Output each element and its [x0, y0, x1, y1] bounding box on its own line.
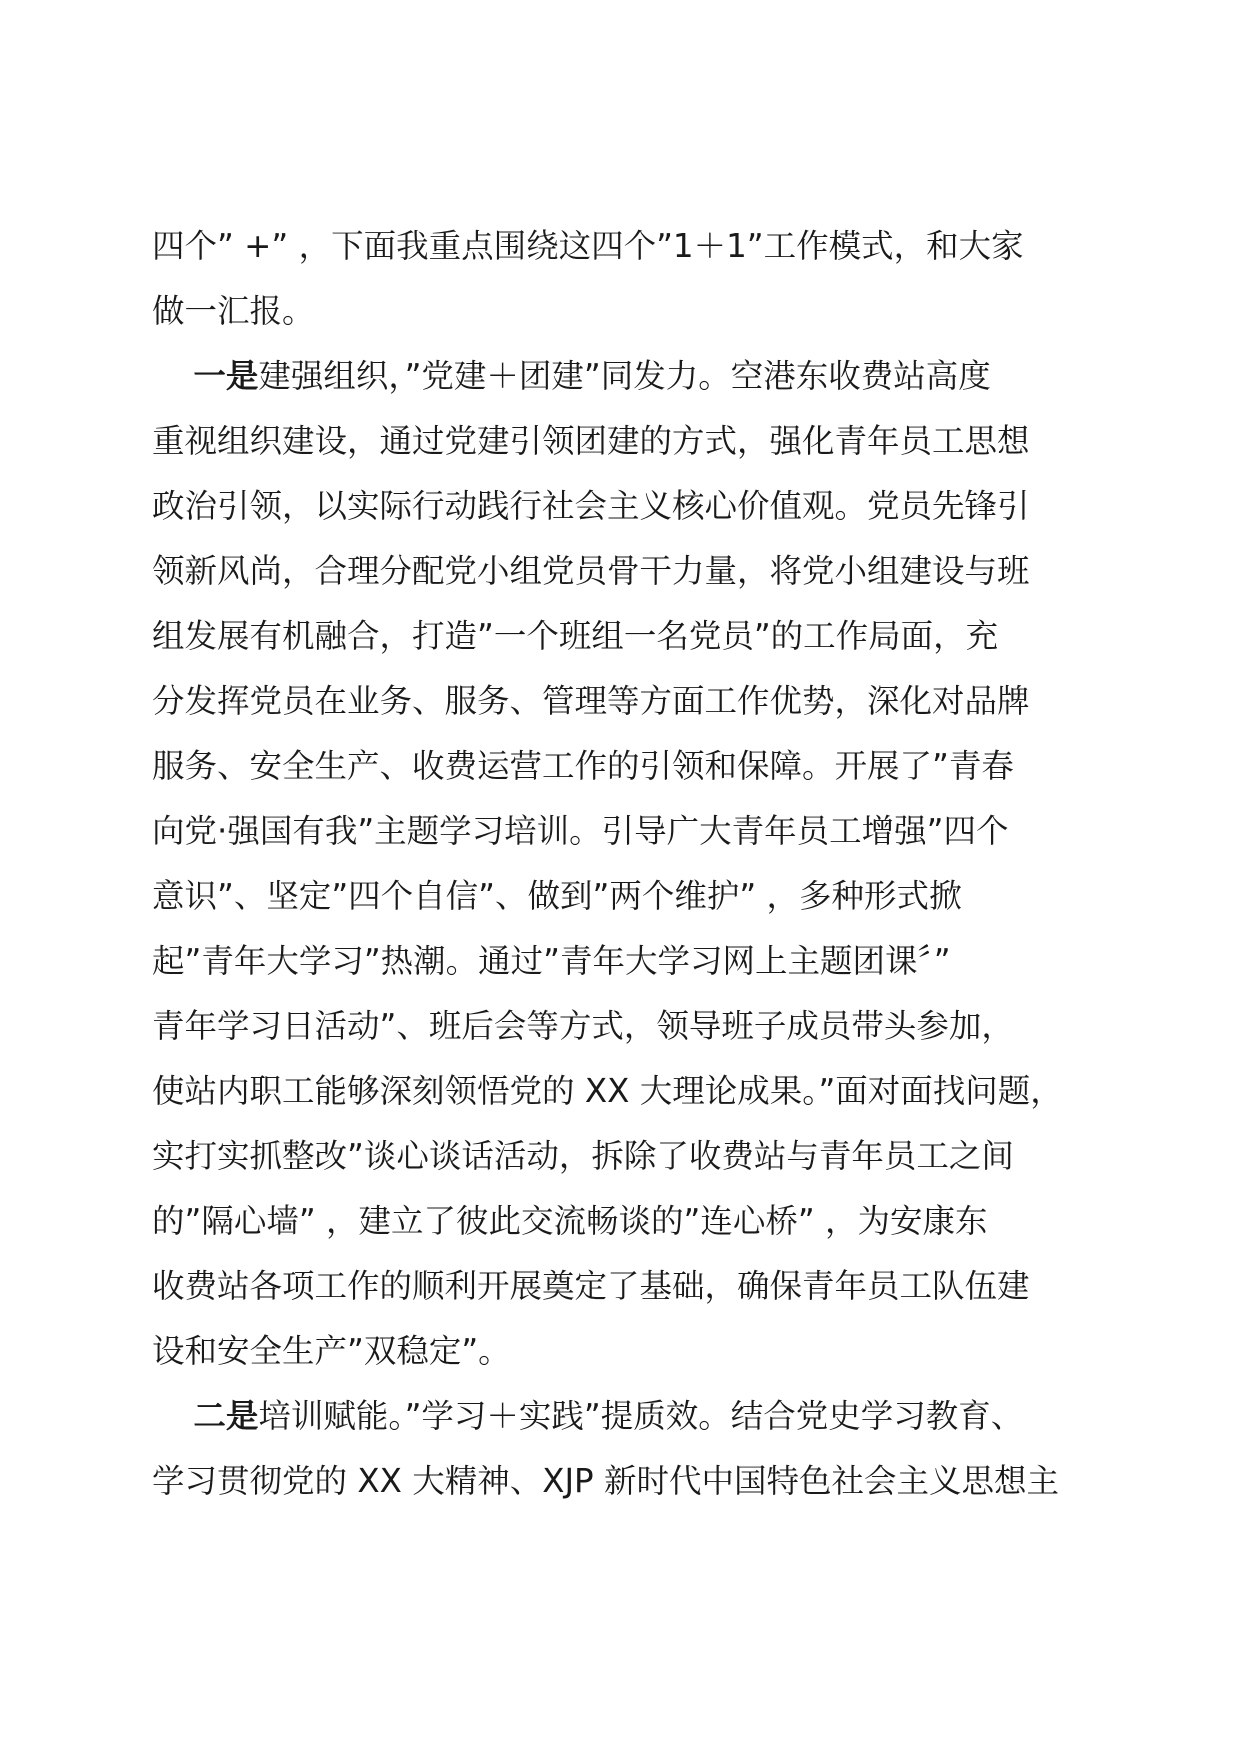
- text-line: 实打实抓整改”谈心谈话活动，拆除了收费站与青年员工之间: [152, 1137, 1014, 1175]
- text-line: 学习贯彻党的 XX 大精神、XJP 新时代中国特色社会主义思想主: [152, 1462, 1059, 1500]
- text-line: 的”隔心墙” ，建立了彼此交流畅谈的”连心桥” ，为安康东: [152, 1202, 988, 1240]
- paragraph-point-one: [152, 344, 1097, 1384]
- text-line: 使站内职工能够深刻领悟党的 XX 大理论成果。”面对面找问题，: [152, 1072, 1063, 1110]
- document-body: [152, 214, 1097, 1514]
- text-line: 意识”、坚定”四个自信”、做到”两个维护” ，多种形式掀: [152, 877, 962, 915]
- text-line: 分发挥党员在业务、服务、管理等方面工作优势，深化对品牌: [152, 682, 1030, 720]
- text-line: 做一汇报。: [152, 292, 315, 330]
- text-line: 起”青年大学习”热潮。通过”青年大学习网上主题团课〞”: [152, 942, 951, 980]
- line-text: 建强组织，”党建＋团建”同发力。空港东收费站高度: [258, 357, 991, 395]
- line-text: 培训赋能。”学习＋实践”提质效。结合党史学习教育、: [258, 1397, 1024, 1435]
- text-line: 重视组织建设，通过党建引领团建的方式，强化青年员工思想: [152, 422, 1030, 460]
- text-line: 四个” +” ，下面我重点围绕这四个”1＋1”工作模式，和大家: [152, 227, 1024, 265]
- paragraph-lead: 一是: [193, 357, 259, 395]
- text-line: 组发展有机融合，打造”一个班组一名党员”的工作局面，充: [152, 617, 999, 655]
- text-line: 领新风尚，合理分配党小组党员骨干力量，将党小组建设与班: [152, 552, 1030, 590]
- paragraph-point-two: [152, 1384, 1097, 1514]
- text-line: 收费站各项工作的顺利开展奠定了基础，确保青年员工队伍建: [152, 1267, 1030, 1305]
- text-line: 向党·强国有我”主题学习培训。引导广大青年员工增强”四个: [152, 812, 1009, 850]
- text-line: 青年学习日活动”、班后会等方式，领导班子成员带头参加，: [152, 1007, 1014, 1045]
- paragraph-lead: 二是: [193, 1397, 259, 1435]
- paragraph-intro: [152, 214, 1097, 344]
- text-line: 服务、安全生产、收费运营工作的引领和保障。开展了”青春: [152, 747, 1014, 785]
- text-line: [152, 1384, 1097, 1449]
- text-line: [152, 344, 1097, 409]
- text-line: 政治引领，以实际行动践行社会主义核心价值观。党员先锋引: [152, 487, 1030, 525]
- text-line: 设和安全生产”双稳定”。: [152, 1332, 511, 1370]
